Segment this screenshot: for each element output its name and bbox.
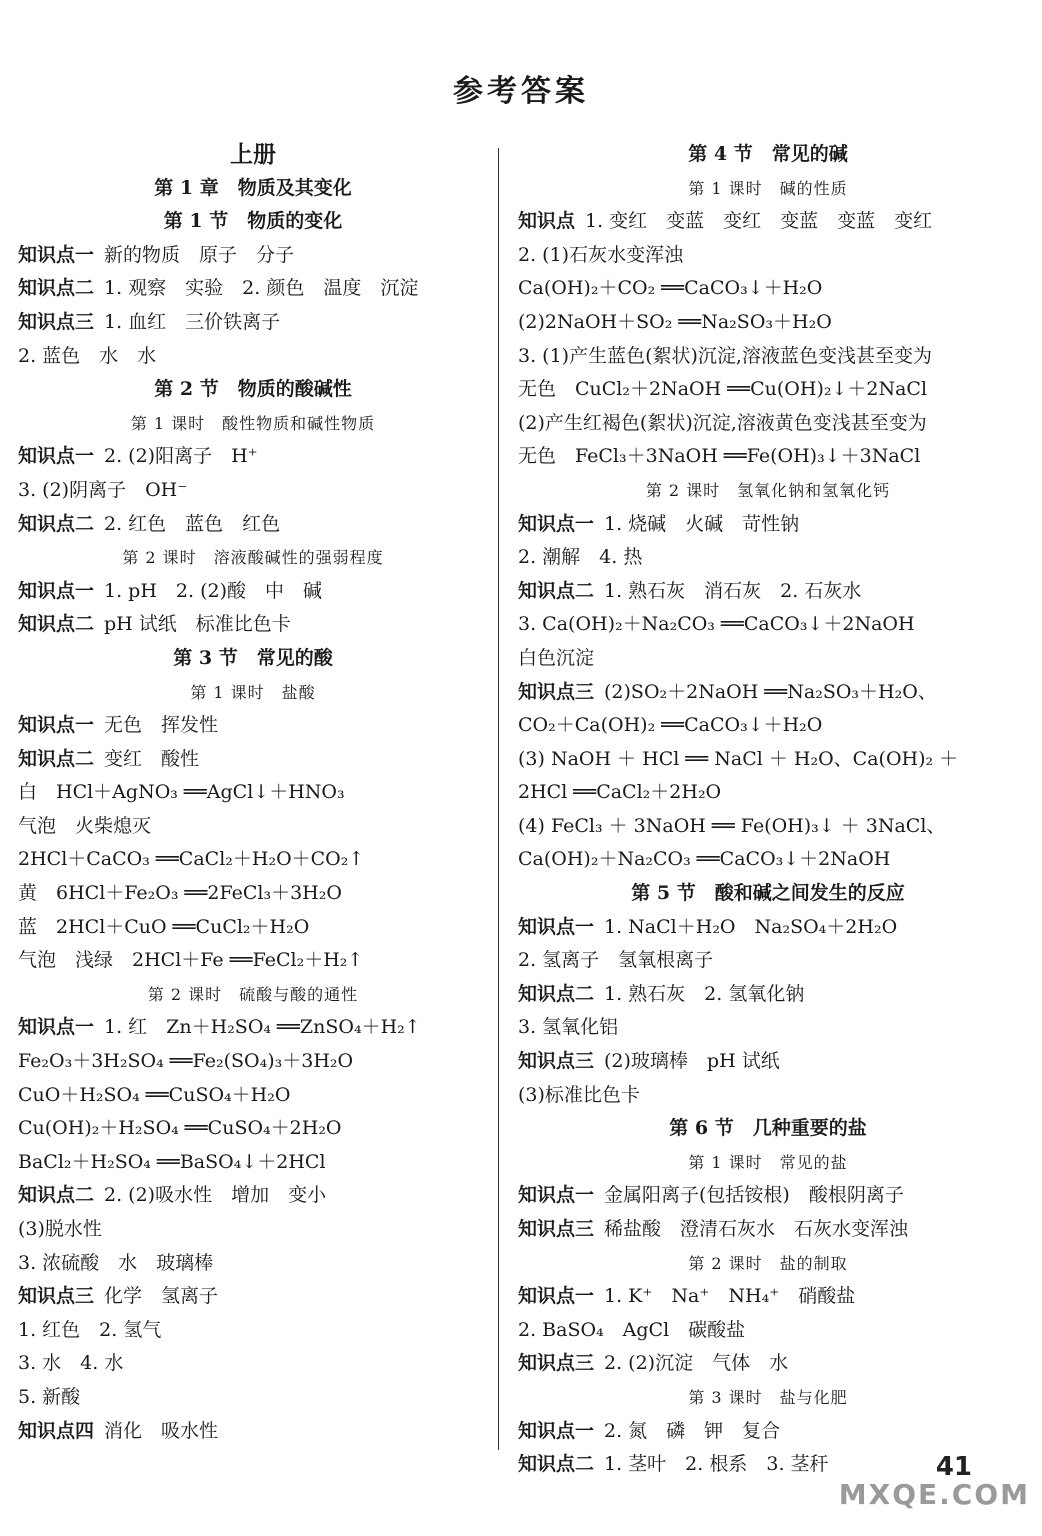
knowledge-point-label: 知识点一 xyxy=(18,445,95,468)
answer-text: 新的物质 原子 分子 xyxy=(104,243,295,266)
answer-line xyxy=(18,1179,488,1213)
answer-text: 1. NaCl＋H₂O Na₂SO₄＋2H₂O xyxy=(604,915,898,938)
answer-line xyxy=(518,709,1018,743)
knowledge-point-label: 知识点一 xyxy=(18,714,95,737)
answer-text: 气泡 火柴熄灭 xyxy=(18,814,152,837)
answer-text: 3. 氢氧化铝 xyxy=(518,1016,619,1039)
answer-line xyxy=(18,810,488,844)
answer-text: (3) NaOH ＋ HCl ══ NaCl ＋ H₂O、Ca(OH)₂ ＋ xyxy=(518,747,959,770)
answer-line xyxy=(18,877,488,911)
answer-line xyxy=(518,1079,1018,1113)
answer-line xyxy=(518,608,1018,642)
lesson-heading: 第 1 课时 碱的性质 xyxy=(688,178,848,198)
watermark-logo: MXQE.COM xyxy=(838,1478,1030,1511)
answer-line xyxy=(518,541,1018,575)
answer-text: 1. 茎叶 2. 根系 3. 茎秆 xyxy=(604,1453,829,1476)
answer-line xyxy=(18,1247,488,1281)
answer-line xyxy=(18,306,488,340)
section-heading: 第 6 节 几种重要的盐 xyxy=(669,1117,867,1140)
lesson-heading: 第 2 课时 氢氧化钠和氢氧化钙 xyxy=(645,480,891,500)
knowledge-point-label: 知识点三 xyxy=(18,1285,95,1308)
answer-text: 2. BaSO₄ AgCl 碳酸盐 xyxy=(518,1318,746,1341)
answer-line xyxy=(18,1112,488,1146)
answer-text: (3)脱水性 xyxy=(18,1218,102,1240)
answer-line xyxy=(18,608,488,642)
answer-text: (4) FeCl₃ ＋ 3NaOH ══ Fe(OH)₃↓ ＋ 3NaCl、 xyxy=(518,814,946,837)
answer-text: 2HCl ══CaCl₂＋2H₂O xyxy=(518,781,722,804)
answer-text: 1. 烧碱 火碱 苛性钠 xyxy=(604,512,800,535)
chapter-heading: 第 1 章 物质及其变化 xyxy=(154,176,352,199)
lesson-heading: 第 3 课时 盐与化肥 xyxy=(688,1387,848,1407)
answer-text: 2. 蓝色 水 水 xyxy=(18,344,157,367)
answer-text: (3)标准比色卡 xyxy=(518,1083,640,1106)
answer-line xyxy=(518,642,1018,676)
answer-line xyxy=(518,676,1018,710)
answer-text: 3. (1)产生蓝色(絮状)沉淀,溶液蓝色变浅甚至变为 xyxy=(518,344,932,367)
answer-line xyxy=(18,474,488,508)
knowledge-point-label: 知识点二 xyxy=(18,747,95,770)
answer-line xyxy=(18,1381,488,1415)
knowledge-point-label: 知识点四 xyxy=(18,1419,95,1442)
answer-line xyxy=(518,810,1018,844)
answer-text: 2. 氢离子 氢氧根离子 xyxy=(518,949,714,972)
answer-text: 1. 血红 三价铁离子 xyxy=(104,310,281,333)
knowledge-point-label: 知识点三 xyxy=(518,1218,595,1240)
answer-line xyxy=(18,709,488,743)
answer-text: 2. (2)沉淀 气体 水 xyxy=(604,1352,789,1375)
knowledge-point-label: 知识点一 xyxy=(518,1285,595,1308)
book-heading: 上册 xyxy=(230,141,276,168)
answer-line xyxy=(18,340,488,374)
lesson-heading: 第 2 课时 盐的制取 xyxy=(688,1253,848,1273)
answer-text: 1. 熟石灰 2. 氢氧化钠 xyxy=(604,982,805,1005)
right-column xyxy=(518,138,1018,1482)
answer-line xyxy=(18,1347,488,1381)
knowledge-point-label: 知识点二 xyxy=(18,1184,95,1207)
answer-text: (2)2NaOH＋SO₂ ══Na₂SO₃＋H₂O xyxy=(518,310,832,333)
answer-line xyxy=(518,575,1018,609)
knowledge-point-label: 知识点三 xyxy=(18,310,95,333)
answer-text: 消化 吸水性 xyxy=(104,1419,219,1442)
answer-line xyxy=(518,440,1018,474)
answer-line xyxy=(18,1314,488,1348)
answer-line xyxy=(18,1146,488,1180)
answer-text: 2. 氮 磷 钾 复合 xyxy=(604,1419,781,1442)
knowledge-point-label: 知识点二 xyxy=(518,982,595,1005)
answer-text: pH 试纸 标准比色卡 xyxy=(104,613,291,636)
answer-line xyxy=(18,843,488,877)
answer-line xyxy=(518,1347,1018,1381)
answer-line xyxy=(518,340,1018,374)
answer-text: Ca(OH)₂＋Na₂CO₃ ══CaCO₃↓＋2NaOH xyxy=(518,848,891,871)
answer-line xyxy=(18,1011,488,1045)
answer-text: BaCl₂＋H₂SO₄ ══BaSO₄↓＋2HCl xyxy=(18,1150,326,1173)
answer-text: 2HCl＋CaCO₃ ══CaCl₂＋H₂O＋CO₂↑ xyxy=(18,848,365,871)
section-heading: 第 3 节 常见的酸 xyxy=(173,646,333,669)
answer-text: 1. 熟石灰 消石灰 2. 石灰水 xyxy=(604,579,862,602)
answer-text: 3. (2)阴离子 OH⁻ xyxy=(18,478,188,501)
answer-text: (2)产生红褐色(絮状)沉淀,溶液黄色变浅甚至变为 xyxy=(518,411,927,434)
answer-text: 化学 氢离子 xyxy=(104,1285,219,1308)
answer-line xyxy=(18,743,488,777)
knowledge-point-label: 知识点 xyxy=(518,210,576,233)
answer-line xyxy=(18,575,488,609)
answer-line xyxy=(18,1079,488,1113)
answer-text: 2. 潮解 4. 热 xyxy=(518,546,643,569)
answer-text: 2. 红色 蓝色 红色 xyxy=(104,512,281,535)
answer-text: 2. (1)石灰水变浑浊 xyxy=(518,243,684,266)
answer-line xyxy=(518,1314,1018,1348)
answer-line xyxy=(518,743,1018,777)
answer-line xyxy=(518,508,1018,542)
lesson-heading: 第 1 课时 盐酸 xyxy=(190,682,316,702)
lesson-heading: 第 2 课时 硫酸与酸的通性 xyxy=(147,984,359,1004)
knowledge-point-label: 知识点一 xyxy=(518,1419,595,1442)
knowledge-point-label: 知识点一 xyxy=(18,243,95,266)
section-heading: 第 5 节 酸和碱之间发生的反应 xyxy=(631,882,905,905)
answer-text: 无色 FeCl₃＋3NaOH ══Fe(OH)₃↓＋3NaCl xyxy=(518,445,921,468)
knowledge-point-label: 知识点二 xyxy=(18,277,95,300)
answer-text: 1. K⁺ Na⁺ NH₄⁺ 硝酸盐 xyxy=(604,1285,856,1308)
answer-line xyxy=(518,978,1018,1012)
knowledge-point-label: 知识点二 xyxy=(518,579,595,602)
page-number: 41 xyxy=(935,1452,972,1482)
knowledge-point-label: 知识点二 xyxy=(518,1453,595,1476)
knowledge-point-label: 知识点三 xyxy=(518,680,595,703)
answer-text: CO₂＋Ca(OH)₂ ══CaCO₃↓＋H₂O xyxy=(518,714,823,737)
knowledge-point-label: 知识点二 xyxy=(18,613,95,636)
answer-text: 金属阳离子(包括铵根) 酸根阴离子 xyxy=(604,1184,904,1207)
answer-text: 3. Ca(OH)₂＋Na₂CO₃ ══CaCO₃↓＋2NaOH xyxy=(518,613,915,636)
answer-line xyxy=(518,1179,1018,1213)
answer-line xyxy=(518,944,1018,978)
answer-text: 白 HCl＋AgNO₃ ══AgCl↓＋HNO₃ xyxy=(18,781,345,804)
answer-line xyxy=(518,239,1018,273)
knowledge-point-label: 知识点一 xyxy=(18,1016,95,1039)
knowledge-point-label: 知识点三 xyxy=(518,1050,595,1073)
answer-line xyxy=(18,944,488,978)
answer-line xyxy=(518,272,1018,306)
answer-line xyxy=(518,843,1018,877)
knowledge-point-label: 知识点一 xyxy=(518,1184,595,1207)
answer-text: (2)玻璃棒 pH 试纸 xyxy=(604,1050,780,1073)
answer-line xyxy=(518,407,1018,441)
answer-line xyxy=(18,1213,488,1247)
lesson-heading: 第 1 课时 酸性物质和碱性物质 xyxy=(130,413,376,433)
knowledge-point-label: 知识点一 xyxy=(518,915,595,938)
answer-text: 白色沉淀 xyxy=(518,646,595,669)
column-divider xyxy=(498,148,499,1450)
answer-text: Fe₂O₃＋3H₂SO₄ ══Fe₂(SO₄)₃＋3H₂O xyxy=(18,1050,354,1073)
answer-text: CuO＋H₂SO₄ ══CuSO₄＋H₂O xyxy=(18,1083,291,1106)
page-title: 参考答案 xyxy=(453,74,589,109)
lesson-heading: 第 1 课时 常见的盐 xyxy=(688,1152,848,1172)
answer-line xyxy=(18,508,488,542)
answer-line xyxy=(18,911,488,945)
answer-line xyxy=(18,440,488,474)
answer-text: 5. 新酸 xyxy=(18,1385,81,1408)
lesson-heading: 第 2 课时 溶液酸碱性的强弱程度 xyxy=(122,548,384,568)
answer-line xyxy=(18,272,488,306)
answer-line xyxy=(518,1280,1018,1314)
knowledge-point-label: 知识点一 xyxy=(18,579,95,602)
answer-text: 无色 挥发性 xyxy=(104,714,219,737)
section-heading: 第 1 节 物质的变化 xyxy=(163,210,343,233)
answer-text: 2. (2)吸水性 增加 变小 xyxy=(104,1184,327,1207)
answer-text: Ca(OH)₂＋CO₂ ══CaCO₃↓＋H₂O xyxy=(518,277,823,300)
answer-line xyxy=(518,205,1018,239)
answer-text: Cu(OH)₂＋H₂SO₄ ══CuSO₄＋2H₂O xyxy=(18,1117,342,1140)
answer-text: 变红 酸性 xyxy=(104,747,200,770)
knowledge-point-label: 知识点二 xyxy=(18,512,95,535)
answer-text: 1. 观察 实验 2. 颜色 温度 沉淀 xyxy=(104,277,419,300)
answer-line xyxy=(518,373,1018,407)
knowledge-point-label: 知识点一 xyxy=(518,512,595,535)
answer-text: 1. pH 2. (2)酸 中 碱 xyxy=(104,579,322,602)
answer-text: 蓝 2HCl＋CuO ══CuCl₂＋H₂O xyxy=(18,915,310,938)
answer-line xyxy=(518,1213,1018,1247)
answer-text: 无色 CuCl₂＋2NaOH ══Cu(OH)₂↓＋2NaCl xyxy=(518,378,928,401)
answer-text: 稀盐酸 澄清石灰水 石灰水变浑浊 xyxy=(604,1218,909,1240)
answer-line xyxy=(518,1011,1018,1045)
answer-text: 1. 红 Zn＋H₂SO₄ ══ZnSO₄＋H₂↑ xyxy=(104,1016,421,1039)
left-column xyxy=(18,138,488,1448)
answer-line xyxy=(518,306,1018,340)
knowledge-point-label: 知识点三 xyxy=(518,1352,595,1375)
answer-line xyxy=(18,1280,488,1314)
answer-line xyxy=(518,776,1018,810)
answer-line xyxy=(18,1415,488,1449)
answer-text: 2. (2)阳离子 H⁺ xyxy=(104,445,258,468)
answer-text: 3. 水 4. 水 xyxy=(18,1352,124,1375)
answer-text: 1. 红色 2. 氢气 xyxy=(18,1318,162,1341)
answer-line xyxy=(518,1415,1018,1449)
section-heading: 第 2 节 物质的酸碱性 xyxy=(154,378,352,401)
answer-text: (2)SO₂＋2NaOH ══Na₂SO₃＋H₂O、 xyxy=(604,680,937,703)
answer-text: 1. 变红 变蓝 变红 变蓝 变蓝 变红 xyxy=(585,210,933,233)
answer-text: 黄 6HCl＋Fe₂O₃ ══2FeCl₃＋3H₂O xyxy=(18,882,342,905)
answer-line xyxy=(18,776,488,810)
answer-line xyxy=(18,1045,488,1079)
section-heading: 第 4 节 常见的碱 xyxy=(688,143,848,165)
answer-text: 气泡 浅绿 2HCl＋Fe ══FeCl₂＋H₂↑ xyxy=(18,949,364,972)
answer-line xyxy=(518,911,1018,945)
answer-line xyxy=(18,239,488,273)
answer-text: 3. 浓硫酸 水 玻璃棒 xyxy=(18,1251,214,1274)
answer-line xyxy=(518,1045,1018,1079)
